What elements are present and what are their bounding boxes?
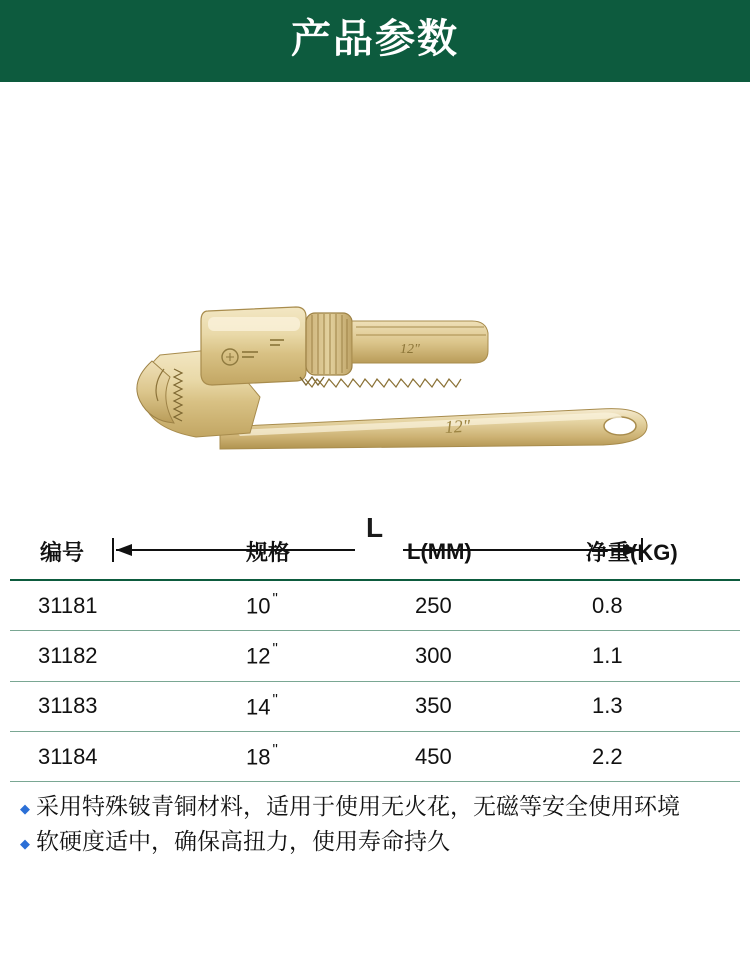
- cell-length: 450: [385, 731, 570, 781]
- cell-weight: 0.8: [570, 580, 740, 631]
- table-row: [10, 631, 740, 681]
- bullet-diamond-icon: ◆: [20, 801, 30, 817]
- page-title: 产品参数: [291, 17, 459, 61]
- cell-spec-value: 18: [246, 744, 271, 770]
- inch-mark: ": [272, 640, 278, 658]
- bullet-text: 软硬度适中，确保高扭力，使用寿命持久: [36, 827, 450, 854]
- spec-table: [10, 522, 740, 782]
- column-header-spec: 规格: [210, 522, 385, 580]
- cell-length: 250: [385, 580, 570, 631]
- cell-spec-value: 10: [246, 593, 271, 619]
- column-header-code: 编号: [10, 522, 210, 580]
- table-header-row: [10, 522, 740, 580]
- inch-mark: ": [272, 690, 278, 708]
- cell-spec-value: 12: [246, 643, 271, 669]
- cell-code: 31181: [10, 580, 210, 631]
- cell-spec: [210, 580, 385, 631]
- bullet-text: 采用特殊铍青铜材料，适用于使用无火花，无磁等安全使用环境: [36, 793, 680, 820]
- dimension-label: L: [365, 512, 385, 543]
- cell-spec: [210, 631, 385, 681]
- table-row: [10, 731, 740, 781]
- cell-length: 350: [385, 681, 570, 731]
- product-image-area: [0, 82, 750, 543]
- spec-table-block: [0, 522, 750, 782]
- cell-spec-value: 14: [246, 693, 271, 719]
- wrench-bar-engraving: 12": [400, 342, 420, 357]
- inch-mark: ": [272, 740, 278, 758]
- table-row: [10, 681, 740, 731]
- column-header-length: L(MM): [385, 522, 570, 580]
- cell-weight: 1.3: [570, 681, 740, 731]
- cell-length: 300: [385, 631, 570, 681]
- wrench-handle-engraving: 12": [444, 415, 471, 437]
- cell-code: 31183: [10, 681, 210, 731]
- page-header: [0, 0, 750, 82]
- cell-spec: [210, 681, 385, 731]
- inch-mark: ": [272, 590, 278, 607]
- table-row: [10, 580, 740, 631]
- cell-weight: 1.1: [570, 631, 740, 681]
- bullet-diamond-icon: ◆: [20, 835, 30, 851]
- cell-spec: [210, 731, 385, 781]
- cell-code: 31182: [10, 631, 210, 681]
- pipe-wrench-illustration: [100, 277, 660, 452]
- list-item: [20, 825, 740, 858]
- cell-weight: 2.2: [570, 731, 740, 781]
- column-header-weight: 净重(KG): [570, 522, 740, 580]
- cell-code: 31184: [10, 731, 210, 781]
- feature-bullet-list: [10, 790, 740, 857]
- list-item: [20, 790, 740, 823]
